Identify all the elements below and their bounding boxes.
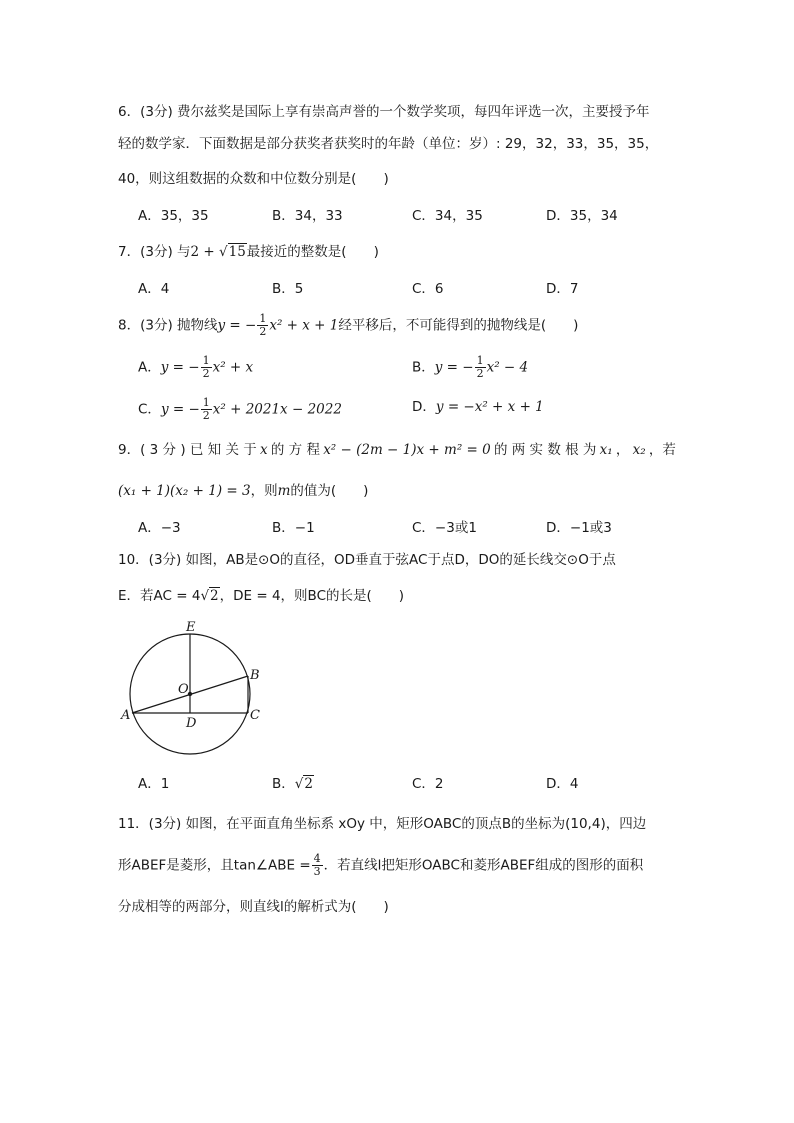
q9-option-c: C．−3或1 [412,520,477,536]
q10-sqrt: √2 [200,588,219,604]
label-a: A [121,708,131,723]
q8-stem-fraction [257,313,268,338]
q8-line [118,313,578,338]
q9-text-f: 的值为( ) [290,483,369,499]
q10-line-2 [118,586,404,606]
option-label: B． [272,776,295,792]
q9-text-a: 9．( 3 分 ) 已 知 关 于 [118,442,257,458]
q9-text-e: ，则 [250,483,278,499]
q7-prefix: 7．(3分) 与 [118,244,191,260]
q8-stem-expr: y = − [217,317,257,334]
q10-option-d: D．4 [546,776,579,792]
q9-option-d: D．−1或3 [546,520,612,536]
q8-option-b [412,355,528,380]
q6-option-b: B．34，33 [272,208,343,224]
q8-suffix: 经平移后，不可能得到的抛物线是( ) [338,317,579,334]
option-fraction [201,355,212,380]
q7-suffix: 最接近的整数是( ) [246,244,379,260]
fraction-denominator: 3 [313,865,321,878]
q9-var-m: m [277,483,291,499]
q11-line-2 [118,853,643,878]
q9-text-d: ，若 [648,442,676,458]
q9-equation: x² − (2m − 1)x + m² = 0 [323,442,491,458]
option-label: C． [138,401,161,418]
q8-stem-tail: x² + x + 1 [269,317,339,334]
q9-var-x: x [260,442,268,458]
label-o: O [178,682,189,697]
option-expr: y = − [434,359,474,376]
fraction-denominator: 2 [202,367,210,380]
q6-option-a: A．35，35 [138,208,209,224]
q9-line-1: 9．( 3 分 ) 已 知 关 于 x 的 方 程 x² − (2m − 1)x + m² = 0 的 两 实 数 根 为 x₁ ， x₂ ，若 [118,442,676,458]
q10-option-a: A．1 [138,776,170,792]
q7-option-a: A．4 [138,281,170,297]
option-expr-tail: x² − 4 [486,359,529,376]
label-c: C [250,708,260,723]
q10-option-c: C．2 [412,776,444,792]
q9-line-2 [118,481,368,501]
q9-root-2: x₂ [632,442,646,458]
q8-option-d [412,397,544,417]
fraction-numerator: 1 [202,354,210,367]
q7-expr: 2 + [190,244,219,260]
q6-option-c: C．34，35 [412,208,483,224]
q10-text-a: E．若AC = 4 [118,588,201,604]
fraction-numerator: 1 [202,396,210,409]
label-d: D [186,716,197,731]
option-label: A． [138,359,161,376]
q10-text-b: ，DE = 4，则BC的长是( ) [219,588,405,604]
q6-line-2: 轻的数学家．下面数据是部分获奖者获奖时的年龄（单位：岁）: 29，32，33，35，35， [118,136,659,152]
option-expr-tail: x² + 2021x − 2022 [212,401,342,418]
fraction-denominator: 2 [202,409,210,422]
q6-line-1: 6．(3分) 费尔兹奖是国际上享有崇高声誉的一个数学奖项，每四年评选一次，主要授予年 [118,104,650,120]
q7-option-b: B．5 [272,281,304,297]
fraction-denominator: 2 [259,325,267,338]
q10-option-b [272,774,314,794]
q11-text-b: ．若直线l把矩形OABC和菱形ABEF组成的图形的面积 [323,857,644,874]
fraction-numerator: 4 [313,852,321,865]
q8-option-a [138,355,253,380]
option-expr-tail: x² + x [212,359,254,376]
option-expr: y = − [160,359,200,376]
option-fraction [475,355,486,380]
q11-text-a: 形ABEF是菱形，且tan∠ABE = [118,857,311,874]
q11-line-1: 11．(3分) 如图，在平面直角坐标系 xOy 中，矩形OABC的顶点B的坐标为(10,4)，四边 [118,816,647,832]
fraction-denominator: 2 [476,367,484,380]
fraction-numerator: 1 [476,354,484,367]
q8-prefix: 8．(3分) 抛物线 [118,317,218,334]
q9-option-a: A．−3 [138,520,181,536]
q7-option-d: D．7 [546,281,579,297]
option-label: D． [412,399,436,415]
q8-option-c [138,397,342,422]
q6-option-d: D．35，34 [546,208,618,224]
q10-radicand: 2 [210,588,219,604]
q6-line-3: 40，则这组数据的众数和中位数分别是( ) [118,171,389,187]
q9-root-1: x₁ [599,442,613,458]
label-e: E [186,620,196,635]
q7-radicand: 15 [228,244,246,260]
q9-text-c: 的 两 实 数 根 为 [493,442,597,458]
option-radicand: 2 [304,776,313,792]
q10-line-1: 10．(3分) 如图，AB是⊙O的直径，OD垂直于弦AC于点D，DO的延长线交⊙O于点 [118,552,616,568]
q7-sqrt: √15 [219,244,246,260]
q7-option-c: C．6 [412,281,444,297]
option-sqrt: √2 [294,776,313,792]
fraction-numerator: 1 [259,312,267,325]
label-b: B [250,668,260,683]
q11-tan-fraction [312,853,323,878]
option-expr: y = −x² + x + 1 [435,399,544,415]
q11-line-3: 分成相等的两部分，则直线l的解析式为( ) [118,899,389,915]
option-label: B． [412,359,435,376]
option-expr: y = − [160,401,200,418]
q7-line [118,242,379,262]
option-fraction [201,397,212,422]
q9-option-b: B．−1 [272,520,315,536]
q10-circle-figure [112,614,272,764]
q9-text-b: 的 方 程 [270,442,320,458]
q9-condition: (x₁ + 1)(x₂ + 1) = 3 [118,483,251,499]
